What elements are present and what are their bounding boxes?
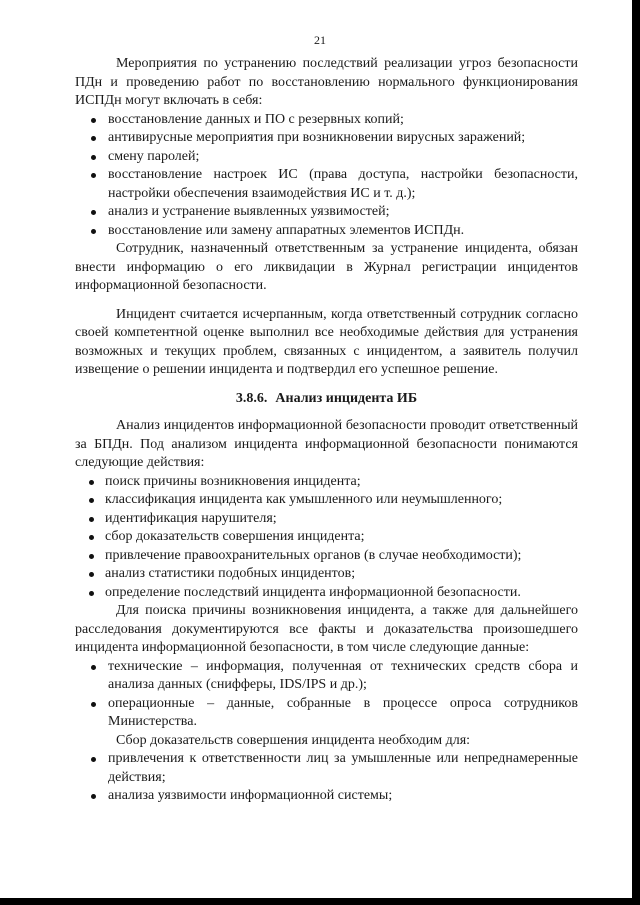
bullet-icon xyxy=(89,572,94,577)
list-item: сбор доказательств совершения инцидента; xyxy=(75,528,578,547)
paragraph-incident-closed: Инцидент считается исчерпанным, когда ответственный сотрудник согласно своей компетентной оценке выполнил все необходимые действия для устранения возможных и текущих проблем, связанных с инцидентом, а заявитель получил извещение о решении инцидента и подтвердил его успешное решение. xyxy=(75,306,578,377)
section-title: Анализ инцидента ИБ xyxy=(275,390,418,406)
bullet-icon xyxy=(91,136,96,141)
paragraph-responsible-employee: Сотрудник, назначенный ответственным за устранение инцидента, обязан внести информацию о его ликвидации в Журнал регистрации инцидентов информационной безопасности. xyxy=(75,241,578,293)
list-item: привлечение правоохранительных органов (в случае необходимости); xyxy=(75,547,578,566)
list-item: привлечения к ответственности лиц за умышленные или непреднамеренные действия; xyxy=(75,750,578,787)
evidence-purpose-list xyxy=(75,750,578,806)
analysis-actions-list xyxy=(75,473,578,603)
list-item: восстановление данных и ПО с резервных копий; xyxy=(75,111,578,130)
bullet-icon xyxy=(91,210,96,215)
paragraph-evidence-docs: Для поиска причины возникновения инцидента, а также для дальнейшего расследования документируются все факты и доказательства произошедшего инцидента информационной безопасности, в том числе следующие данные: xyxy=(75,603,578,655)
list-item: идентификация нарушителя; xyxy=(75,510,578,529)
list-item: технические – информация, полученная от технических средств сбора и анализа данных (снифферы, IDS/IPS и др.); xyxy=(75,658,578,695)
bullet-icon xyxy=(91,757,96,762)
bullet-icon xyxy=(91,118,96,123)
list-item: поиск причины возникновения инцидента; xyxy=(75,473,578,492)
bullet-icon xyxy=(91,794,96,799)
bullet-icon xyxy=(89,480,94,485)
evidence-data-list xyxy=(75,658,578,732)
list-item: восстановление настроек ИС (права доступа, настройки безопасности, настройки обеспечения взаимодействия ИС и т. д.); xyxy=(75,166,578,203)
list-item: анализ статистики подобных инцидентов; xyxy=(75,565,578,584)
section-heading xyxy=(75,390,578,409)
list-item: анализ и устранение выявленных уязвимостей; xyxy=(75,203,578,222)
bullet-icon xyxy=(89,498,94,503)
bullet-icon xyxy=(91,229,96,234)
document-body xyxy=(75,55,578,806)
bullet-icon xyxy=(91,702,96,707)
bullet-icon xyxy=(91,665,96,670)
bullet-icon xyxy=(89,554,94,559)
paragraph-measures-intro: Мероприятия по устранению последствий реализации угроз безопасности ПДн и проведению работ по восстановлению нормального функционирования ИСПДн могут включать в себя: xyxy=(75,56,578,108)
list-item: определение последствий инцидента информационной безопасности. xyxy=(75,584,578,603)
page-number: 21 xyxy=(314,33,326,47)
scan-border-bottom xyxy=(0,898,640,905)
measures-list xyxy=(75,111,578,241)
list-item: антивирусные мероприятия при возникновении вирусных заражений; xyxy=(75,129,578,148)
list-item: восстановление или замену аппаратных элементов ИСПДн. xyxy=(75,222,578,241)
list-item: смену паролей; xyxy=(75,148,578,167)
bullet-icon xyxy=(89,517,94,522)
list-item: операционные – данные, собранные в процессе опроса сотрудников Министерства. xyxy=(75,695,578,732)
bullet-icon xyxy=(91,173,96,178)
paragraph-evidence-purpose: Сбор доказательств совершения инцидента необходим для: xyxy=(116,732,471,748)
bullet-icon xyxy=(89,591,94,596)
scan-border-right xyxy=(632,0,640,905)
section-number: 3.8.6. xyxy=(235,390,268,406)
list-item: классификация инцидента как умышленного или неумышленного; xyxy=(75,491,578,510)
paragraph-analysis-intro: Анализ инцидентов информационной безопасности проводит ответственный за БПДн. Под анализом инцидента информационной безопасности понимаются следующие действия: xyxy=(75,418,578,470)
list-item: анализа уязвимости информационной системы; xyxy=(75,787,578,806)
bullet-icon xyxy=(89,535,94,540)
bullet-icon xyxy=(91,155,96,160)
